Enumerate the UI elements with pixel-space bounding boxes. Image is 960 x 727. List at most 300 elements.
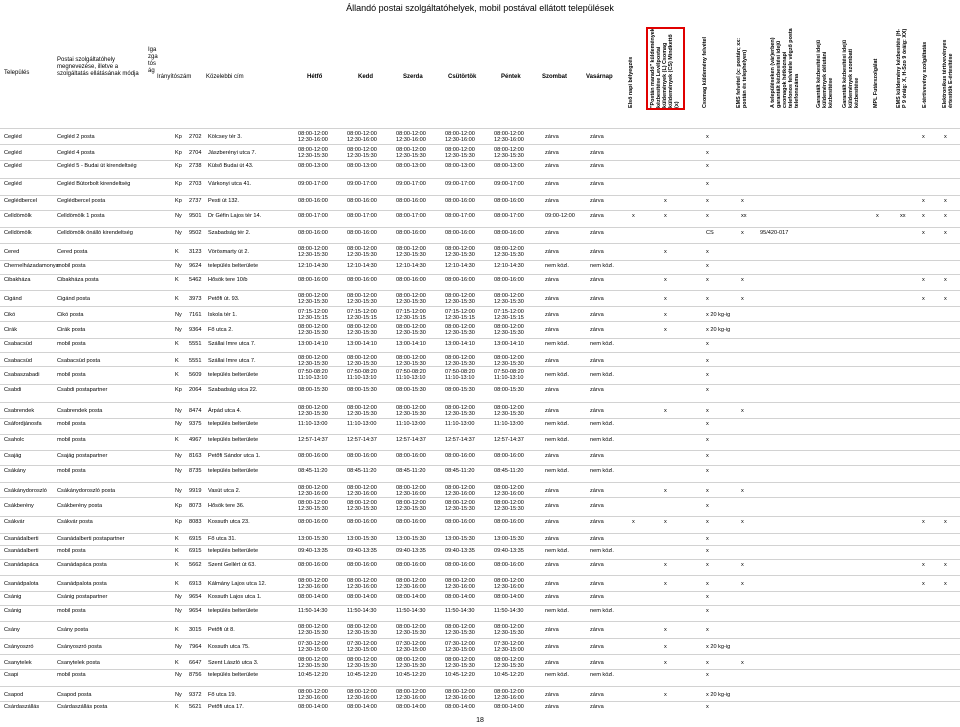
cell-opening-hours: 08:00-16:00 [298,453,328,459]
cell-service-flag: x 20 kg-ig [706,327,731,333]
row-divider [0,274,960,275]
cell-telepules: Cirák [4,327,18,333]
cell-opening-hours: 07:30-12:00 12:30-15:00 [494,641,524,654]
cell-opening-hours: 08:00-16:00 [396,562,426,568]
cell-igazgatosag: Kp [175,150,182,156]
cell-igazgatosag: K [175,581,179,587]
row-divider [0,160,960,161]
row-divider [0,669,960,670]
vertical-header [890,27,914,110]
cell-opening-hours: 08:00-12:00 12:30-16:00 [445,131,475,144]
cell-igazgatosag: Ny [175,408,182,414]
vertical-header [812,27,838,110]
vertical-header-label: Garantált kézbesítési idejű küldemények szombati kézbesítése [842,39,860,108]
cell-opening-hours: 08:00-13:00 [445,163,475,169]
cell-szombat: zárva [545,327,559,333]
cell-opening-hours: 08:00-16:00 [494,562,524,568]
cell-telepules: Csanádapáca [4,562,39,568]
cell-szombat: zárva [545,488,559,494]
cell-vasarnap: zárva [590,277,604,283]
cell-telepules: Cikó [4,312,16,318]
row-divider [0,384,960,385]
cell-opening-hours: 13:00-15:30 [347,536,377,542]
cell-szombat: zárva [545,660,559,666]
cell-vasarnap: nem közl. [590,672,614,678]
cell-igazgatosag: K [175,296,179,302]
cell-opening-hours: 12:10-14:30 [494,263,524,269]
cell-vasarnap: zárva [590,503,604,509]
cell-service-flag: x [706,608,709,614]
cell-telepules: Csajág [4,453,22,459]
cell-opening-hours: 09:40-13:35 [445,548,475,554]
cell-cim: Kölcsey tér 3. [208,134,242,140]
cell-opening-hours: 08:00-14:00 [494,704,524,710]
vertical-header [864,27,888,110]
cell-service-flag: x [922,213,925,219]
cell-igazgatosag: K [175,627,179,633]
row-divider [0,450,960,451]
cell-vasarnap: nem közl. [590,548,614,554]
cell-iranyitoszam: 5621 [189,704,202,710]
cell-szolgaltatohely: Ceglédbercel posta [57,198,106,204]
cell-szolgaltatohely: Csánig postapartner [57,594,108,600]
cell-service-flag: x [706,562,709,568]
cell-opening-hours: 08:45-11:20 [445,468,475,474]
cell-szolgaltatohely: Cikó posta [57,312,84,318]
cell-szolgaltatohely: mobil posta [57,437,86,443]
cell-opening-hours: 07:30-12:00 12:30-15:00 [298,641,328,654]
cell-service-flag: x [741,408,744,414]
cell-service-flag: x [944,519,947,525]
cell-vasarnap: zárva [590,150,604,156]
cell-iranyitoszam: 5551 [189,358,202,364]
cell-cim: Szent László utca 3. [208,660,259,666]
cell-opening-hours: 11:10-13:00 [494,421,524,427]
cell-opening-hours: 08:00-16:00 [298,519,328,525]
cell-igazgatosag: Kp [175,198,182,204]
cell-opening-hours: 08:45-11:20 [298,468,328,474]
vertical-header-label: "Postán maradó" küldemények kézbesítése Levélpostai küldemények (L) Csomag küldemények (CS) Mindkettő (x) [650,28,680,108]
cell-opening-hours: 08:00-12:00 12:30-15:30 [347,624,377,637]
cell-opening-hours: 12:57-14:37 [347,437,377,443]
cell-opening-hours: 09:00-17:00 [494,181,524,187]
cell-szolgaltatohely: mobil posta [57,548,86,554]
cell-igazgatosag: K [175,372,179,378]
cell-opening-hours: 08:00-14:00 [396,704,426,710]
cell-szolgaltatohely: Celldömölk önálló kirendeltség [57,230,133,236]
cell-telepules: Csanytelek [4,660,32,666]
cell-service-flag: x [664,519,667,525]
cell-szombat: zárva [545,536,559,542]
cell-opening-hours: 08:00-12:00 12:30-16:00 [298,131,328,144]
cell-iranyitoszam: 3123 [189,249,202,255]
cell-opening-hours: 08:00-12:00 12:30-15:30 [494,324,524,337]
cell-telepules: Csabacsüd [4,341,32,347]
cell-szombat: zárva [545,594,559,600]
header-iranyitoszam: Irányítószám [157,74,192,80]
cell-iranyitoszam: 6915 [189,536,202,542]
cell-iranyitoszam: 5662 [189,562,202,568]
cell-opening-hours: 08:00-12:00 12:30-16:00 [347,578,377,591]
cell-szolgaltatohely: Csákberény posta [57,503,103,509]
row-divider [0,559,960,560]
vertical-header-label: A településeken (vár)erben) garantált kézbesítési idejű csomagok hétköznapi telefonos felvétele végző posta telefonszáma [770,28,800,108]
cell-opening-hours: 08:00-12:00 12:30-15:30 [494,657,524,670]
cell-service-flag: x [664,488,667,494]
cell-telepules: Ceglédbercel [4,198,37,204]
cell-opening-hours: 08:00-12:00 12:30-15:30 [347,500,377,513]
cell-szolgaltatohely: Csajág postapartner [57,453,108,459]
cell-service-flag: x [706,548,709,554]
cell-vasarnap: zárva [590,296,604,302]
cell-opening-hours: 08:00-15:30 [445,387,475,393]
cell-iranyitoszam: 7964 [189,644,202,650]
cell-opening-hours: 08:00-16:00 [494,519,524,525]
cell-opening-hours: 08:00-12:00 12:30-16:00 [396,578,426,591]
cell-service-flag: x [922,581,925,587]
cell-opening-hours: 08:00-12:00 12:30-15:30 [494,293,524,306]
cell-cim: Kálmány Lajos utca 12. [208,581,267,587]
cell-cim: település belterülete [208,437,259,443]
cell-opening-hours: 10:45-12:20 [396,672,426,678]
cell-opening-hours: 08:00-13:00 [396,163,426,169]
cell-szombat: zárva [545,150,559,156]
cell-opening-hours: 07:30-12:00 12:30-15:00 [445,641,475,654]
row-divider [0,128,960,129]
cell-telepules: Csárdaszállás [4,704,40,710]
cell-igazgatosag: K [175,249,179,255]
cell-vasarnap: zárva [590,198,604,204]
cell-igazgatosag: K [175,562,179,568]
cell-vasarnap: nem közl. [590,341,614,347]
cell-iranyitoszam: 6913 [189,581,202,587]
cell-iranyitoszam: 5551 [189,341,202,347]
cell-opening-hours: 08:00-12:00 12:30-15:30 [445,324,475,337]
row-divider [0,227,960,228]
cell-opening-hours: 12:57-14:37 [494,437,524,443]
cell-igazgatosag: K [175,548,179,554]
cell-opening-hours: 08:00-12:00 12:30-15:30 [298,324,328,337]
cell-iranyitoszam: 2738 [189,163,202,169]
cell-iranyitoszam: 2702 [189,134,202,140]
cell-service-flag: x [664,408,667,414]
cell-szolgaltatohely: Cegléd Bútorbolt kirendeltség [57,181,131,187]
header-csutortok: Csütörtök [448,74,477,80]
cell-vasarnap: nem közl. [590,437,614,443]
cell-igazgatosag: Ny [175,453,182,459]
cell-szombat: nem közl. [545,372,569,378]
cell-szombat: zárva [545,249,559,255]
cell-opening-hours: 08:00-12:00 12:30-15:30 [396,147,426,160]
highlight-box [646,27,685,110]
cell-opening-hours: 13:00-15:30 [396,536,426,542]
cell-szolgaltatohely: mobil posta [57,468,86,474]
cell-szolgaltatohely: Csapod posta [57,692,92,698]
cell-service-flag: x [922,198,925,204]
cell-szolgaltatohely: Csanytelek posta [57,660,100,666]
cell-iranyitoszam: 6647 [189,660,202,666]
cell-service-flag: x [706,134,709,140]
cell-opening-hours: 08:00-17:00 [445,213,475,219]
cell-opening-hours: 11:50-14:30 [445,608,475,614]
cell-vasarnap: zárva [590,408,604,414]
cell-iranyitoszam: 9501 [189,213,202,219]
cell-opening-hours: 08:00-16:00 [298,198,328,204]
cell-igazgatosag: K [175,437,179,443]
cell-cim: település belterülete [208,263,259,269]
row-divider [0,605,960,606]
cell-opening-hours: 08:00-12:00 12:30-15:30 [445,657,475,670]
cell-opening-hours: 08:00-16:00 [347,230,377,236]
vertical-header [760,27,810,110]
row-divider [0,516,960,517]
cell-vasarnap: zárva [590,562,604,568]
cell-telepules: Csanádpalota [4,581,39,587]
cell-szolgaltatohely: mobil posta [57,421,86,427]
cell-service-flag: x [944,213,947,219]
cell-service-flag: x [944,198,947,204]
cell-szombat: zárva [545,453,559,459]
cell-igazgatosag: Kp [175,163,182,169]
cell-opening-hours: 08:00-12:00 12:30-16:00 [347,131,377,144]
document-title: Állandó postai szolgáltatóhelyek, mobil postával ellátott települések [346,3,614,13]
cell-opening-hours: 09:40-13:35 [494,548,524,554]
cell-opening-hours: 09:40-13:35 [298,548,328,554]
cell-opening-hours: 08:00-14:00 [494,594,524,600]
cell-service-flag: x [741,660,744,666]
cell-cim: Kossuth utca 75. [208,644,250,650]
cell-opening-hours: 08:00-15:30 [396,387,426,393]
cell-igazgatosag: Kp [175,519,182,525]
cell-igazgatosag: Ny [175,468,182,474]
cell-opening-hours: 08:00-12:00 12:30-15:30 [298,405,328,418]
cell-igazgatosag: Kp [175,134,182,140]
cell-cim: Petőfi út. 93. [208,296,240,302]
cell-cim: Kossuth utca 23. [208,519,250,525]
header-szerda: Szerda [403,74,423,80]
cell-service-flag: x 20 kg-ig [706,692,731,698]
cell-cim: Fő utca 2. [208,327,233,333]
cell-opening-hours: 12:10-14:30 [298,263,328,269]
cell-cim: település belterülete [208,468,259,474]
cell-opening-hours: 13:00-14:10 [396,341,426,347]
cell-service-flag: x [706,181,709,187]
cell-service-flag: x [944,562,947,568]
cell-cim: település belterülete [208,548,259,554]
cell-opening-hours: 13:00-14:10 [347,341,377,347]
cell-iranyitoszam: 8163 [189,453,202,459]
cell-cim: Dr Géfin Lajos tér 14. [208,213,262,219]
cell-telepules: Cibakháza [4,277,31,283]
vertical-header-label: Első napi bélyegzés [628,56,634,108]
cell-opening-hours: 12:57-14:37 [396,437,426,443]
cell-opening-hours: 08:00-12:00 12:30-15:30 [298,246,328,259]
cell-cim: Szent Gellért út 63. [208,562,256,568]
row-divider [0,260,960,261]
cell-opening-hours: 08:00-12:00 12:30-16:00 [298,689,328,702]
cell-service-flag: x [706,277,709,283]
cell-opening-hours: 08:00-16:00 [298,562,328,568]
cell-szolgaltatohely: Cered posta [57,249,88,255]
cell-opening-hours: 09:00-17:00 [347,181,377,187]
cell-iranyitoszam: 9375 [189,421,202,427]
cell-opening-hours: 08:00-12:00 12:30-15:30 [298,355,328,368]
cell-opening-hours: 13:00-14:10 [494,341,524,347]
cell-service-flag: x [664,296,667,302]
header-szolgaltatohely: Postai szolgáltatóhely megnevezése, illetve a szolgáltatás ellátásának módja [57,57,139,77]
cell-iranyitoszam: 3973 [189,296,202,302]
cell-telepules: Csánig [4,608,22,614]
cell-cim: Pesti út 132. [208,198,240,204]
cell-cim: Szabadság tér 2. [208,230,251,236]
cell-service-flag: x [741,562,744,568]
cell-igazgatosag: Ny [175,263,182,269]
cell-opening-hours: 08:00-12:00 12:30-15:30 [494,624,524,637]
cell-opening-hours: 08:00-12:00 12:30-15:30 [298,147,328,160]
cell-vasarnap: zárva [590,453,604,459]
cell-opening-hours: 09:00-17:00 [445,181,475,187]
row-divider [0,465,960,466]
cell-service-flag: x [706,594,709,600]
cell-opening-hours: 09:00-17:00 [298,181,328,187]
cell-opening-hours: 08:00-17:00 [347,213,377,219]
cell-service-flag: x [944,230,947,236]
cell-opening-hours: 08:00-16:00 [445,562,475,568]
cell-opening-hours: 08:00-12:00 12:30-15:30 [347,355,377,368]
cell-opening-hours: 08:00-12:00 12:30-15:30 [298,293,328,306]
cell-opening-hours: 08:00-12:00 12:30-16:00 [445,578,475,591]
cell-szombat: zárva [545,230,559,236]
cell-iranyitoszam: 3015 [189,627,202,633]
row-divider [0,638,960,639]
cell-telepules: Csabaszabadi [4,372,40,378]
vertical-header [620,27,642,110]
cell-opening-hours: 07:50-08:20 11:10-13:10 [445,369,475,382]
cell-cim: Petőfi út 8. [208,627,235,633]
cell-service-flag: x [706,263,709,269]
cell-opening-hours: 08:00-12:00 12:30-16:00 [494,131,524,144]
cell-service-flag: x [664,327,667,333]
cell-opening-hours: 08:00-12:00 12:30-15:30 [347,147,377,160]
cell-opening-hours: 08:00-17:00 [494,213,524,219]
cell-szombat: zárva [545,134,559,140]
row-divider [0,321,960,322]
cell-service-flag: x 20 kg-ig [706,312,731,318]
cell-opening-hours: 08:00-16:00 [494,277,524,283]
cell-iranyitoszam: 4967 [189,437,202,443]
cell-opening-hours: 08:00-16:00 [445,277,475,283]
cell-vasarnap: zárva [590,704,604,710]
cell-szolgaltatohely: Csanádpalota posta [57,581,107,587]
cell-cim: Fő utca 19. [208,692,236,698]
cell-service-flag: x [706,627,709,633]
cell-cim: Vasút utca 2. [208,488,241,494]
row-divider [0,701,960,702]
cell-opening-hours: 08:45-11:20 [347,468,377,474]
cell-iranyitoszam: 8756 [189,672,202,678]
row-divider [0,243,960,244]
cell-iranyitoszam: 2737 [189,198,202,204]
cell-opening-hours: 13:00-15:30 [494,536,524,542]
cell-telepules: Cegléd [4,163,22,169]
cell-opening-hours: 08:00-12:00 12:30-15:30 [494,246,524,259]
cell-iranyitoszam: 2064 [189,387,202,393]
cell-igazgatosag: Ny [175,312,182,318]
cell-szolgaltatohely: mobil posta [57,263,86,269]
cell-cim: település belterülete [208,608,259,614]
cell-service-flag: x [922,230,925,236]
cell-telepules: Csabdi [4,387,22,393]
cell-opening-hours: 09:40-13:35 [347,548,377,554]
cell-service-flag: x [706,468,709,474]
row-divider [0,434,960,435]
cell-service-flag: x [706,341,709,347]
cell-opening-hours: 08:00-12:00 12:30-15:30 [396,657,426,670]
cell-opening-hours: 10:45-12:20 [298,672,328,678]
cell-opening-hours: 08:00-16:00 [494,453,524,459]
cell-szolgaltatohely: Csányoszró posta [57,644,102,650]
cell-cim: Árpád utca 4. [208,408,242,414]
cell-opening-hours: 08:00-12:00 12:30-15:30 [494,500,524,513]
cell-opening-hours: 13:00-15:30 [298,536,328,542]
cell-szombat: zárva [545,358,559,364]
cell-opening-hours: 09:40-13:35 [396,548,426,554]
cell-opening-hours: 07:15-12:00 12:30-15:15 [494,309,524,322]
cell-igazgatosag: Ny [175,594,182,600]
cell-opening-hours: 08:00-12:00 12:30-15:30 [347,246,377,259]
cell-service-flag: x [664,312,667,318]
cell-iranyitoszam: 9502 [189,230,202,236]
cell-opening-hours: 07:30-12:00 12:30-15:00 [396,641,426,654]
cell-cim: Szállai Imre utca 7. [208,341,256,347]
cell-opening-hours: 08:00-16:00 [396,198,426,204]
cell-service-flag: x [664,213,667,219]
cell-szombat: zárva [545,704,559,710]
row-divider [0,686,960,687]
cell-opening-hours: 10:45-12:20 [494,672,524,678]
cell-vasarnap: zárva [590,387,604,393]
cell-szombat: nem közl. [545,437,569,443]
cell-cim: település belterülete [208,672,259,678]
cell-szolgaltatohely: mobil posta [57,341,86,347]
cell-service-flag: x [706,150,709,156]
cell-opening-hours: 08:00-16:00 [445,230,475,236]
cell-szombat: nem közl. [545,672,569,678]
cell-opening-hours: 11:10-13:00 [298,421,328,427]
cell-opening-hours: 08:00-12:00 12:30-15:30 [445,355,475,368]
cell-cim: Hősök tere 36. [208,503,245,509]
cell-opening-hours: 07:30-12:00 12:30-15:00 [347,641,377,654]
cell-service-flag: xx [900,213,906,219]
cell-opening-hours: 08:00-14:00 [347,704,377,710]
row-divider [0,366,960,367]
cell-szombat: zárva [545,562,559,568]
cell-vasarnap: zárva [590,134,604,140]
cell-szombat: zárva [545,296,559,302]
cell-szolgaltatohely: Csabdi postapartner [57,387,108,393]
cell-opening-hours: 08:00-12:00 12:30-15:30 [298,624,328,637]
cell-service-flag: x [922,519,925,525]
cell-telepules: Csákány [4,468,26,474]
cell-opening-hours: 08:00-12:00 12:30-15:30 [347,324,377,337]
cell-opening-hours: 12:57-14:37 [445,437,475,443]
cell-opening-hours: 08:00-16:00 [445,198,475,204]
cell-service-flag: 95/420-017 [760,230,789,236]
cell-service-flag: x [706,249,709,255]
cell-szombat: nem közl. [545,468,569,474]
cell-opening-hours: 08:00-12:00 12:30-16:00 [396,485,426,498]
cell-opening-hours: 12:10-14:30 [347,263,377,269]
